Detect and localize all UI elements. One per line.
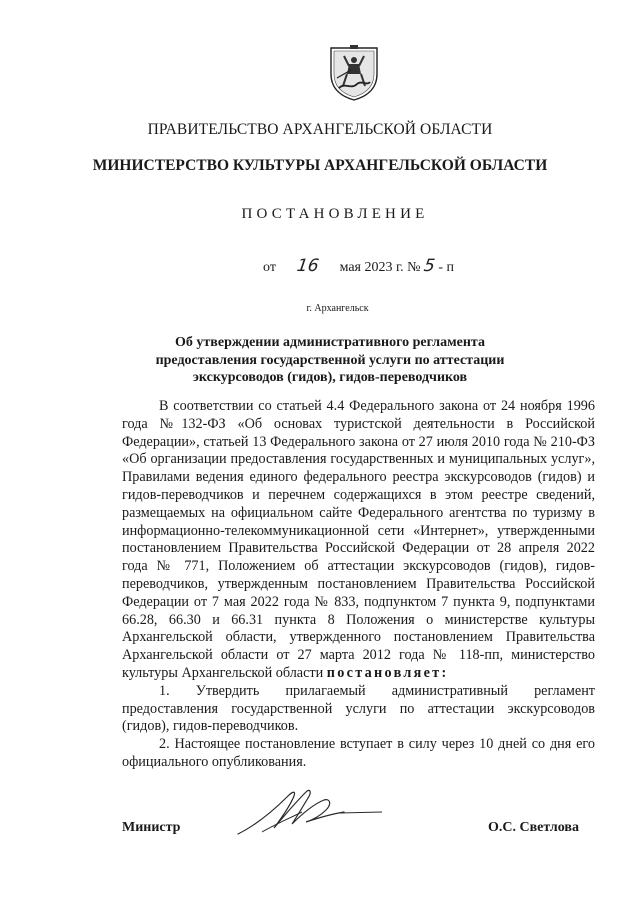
city-label: г. Архангельск [306,303,369,314]
document-type: ПОСТАНОВЛЕНИЕ [241,206,429,222]
preamble-text: В соответствии со статьей 4.4 Федерального закона от 24 ноября 1996 года №132-ФЗ «Об основах туристской деятельности в Российской Федерации», статьей 13 Федерального закона от 27 июля 2010 года № 210-ФЗ «Об организации предоставления государственных и муниципальных услуг», Правилами ведения единого федерального реестра экскурсоводов (гидов) и гидов-переводчиков и перечнем содержащихся в этом реестре сведений, размещаемых на официальном сайте Федерального агентства по туризму в информационно-телекоммуникационной сети «Интернет», утвержденными постановлением Правительства Российской Федерации от 28 апреля 2022 года № 771, Положением об аттестации экскурсоводов (гидов), гидов-переводчиков, утвержденным постановлением Правительства Российской Федерации от 7 мая 2022 года № 833, подпунктом 7 пункта 9, подпунктами 66.28, 66.30 и 66.31 пункта 8 Положения о министерстве культуры Архангельской области, утвержденного постановлением Правительства Архангельской области от 27 марта 2012 года № 118-пп, министерство культуры Архангельской области [122,398,595,681]
ministry-heading: МИНИСТЕРСТВО КУЛЬТУРЫ АРХАНГЕЛЬСКОЙ ОБЛАСТИ [92,157,548,174]
government-heading: ПРАВИТЕЛЬСТВО АРХАНГЕЛЬСКОЙ ОБЛАСТИ [147,121,493,138]
coat-of-arms-icon [327,44,381,102]
date-number-line [263,256,454,276]
handwritten-day: 16 [295,256,320,276]
document-body [122,398,595,772]
preamble-paragraph [122,398,595,683]
date-prefix: от [263,260,276,275]
decree-word: постановляет: [326,664,449,681]
item-2-paragraph: 2. Настоящее постановление вступает в силу через 10 дней со дня его официального опубликования. [122,736,595,770]
title-line-3: экскурсоводов (гидов), гидов-переводчиков [192,370,468,385]
title-line-2: предоставления государственной услуги по аттестации [155,352,505,368]
signatory-position: Министр [122,820,181,835]
handwritten-number: 5 [422,256,437,276]
number-suffix: - п [438,260,454,275]
document-title [120,334,540,387]
item-1-paragraph: 1. Утвердить прилагаемый административный регламент предоставления государственной услуги по аттестации экскурсоводов (гидов), гидов-переводчиков. [122,682,595,735]
month-year: мая 2023 г. № [339,260,421,275]
handwritten-signature-icon [232,782,402,840]
signer-name: О.С. Светлова [488,820,579,835]
title-line-1: Об утверждении административного регламента [175,335,485,350]
